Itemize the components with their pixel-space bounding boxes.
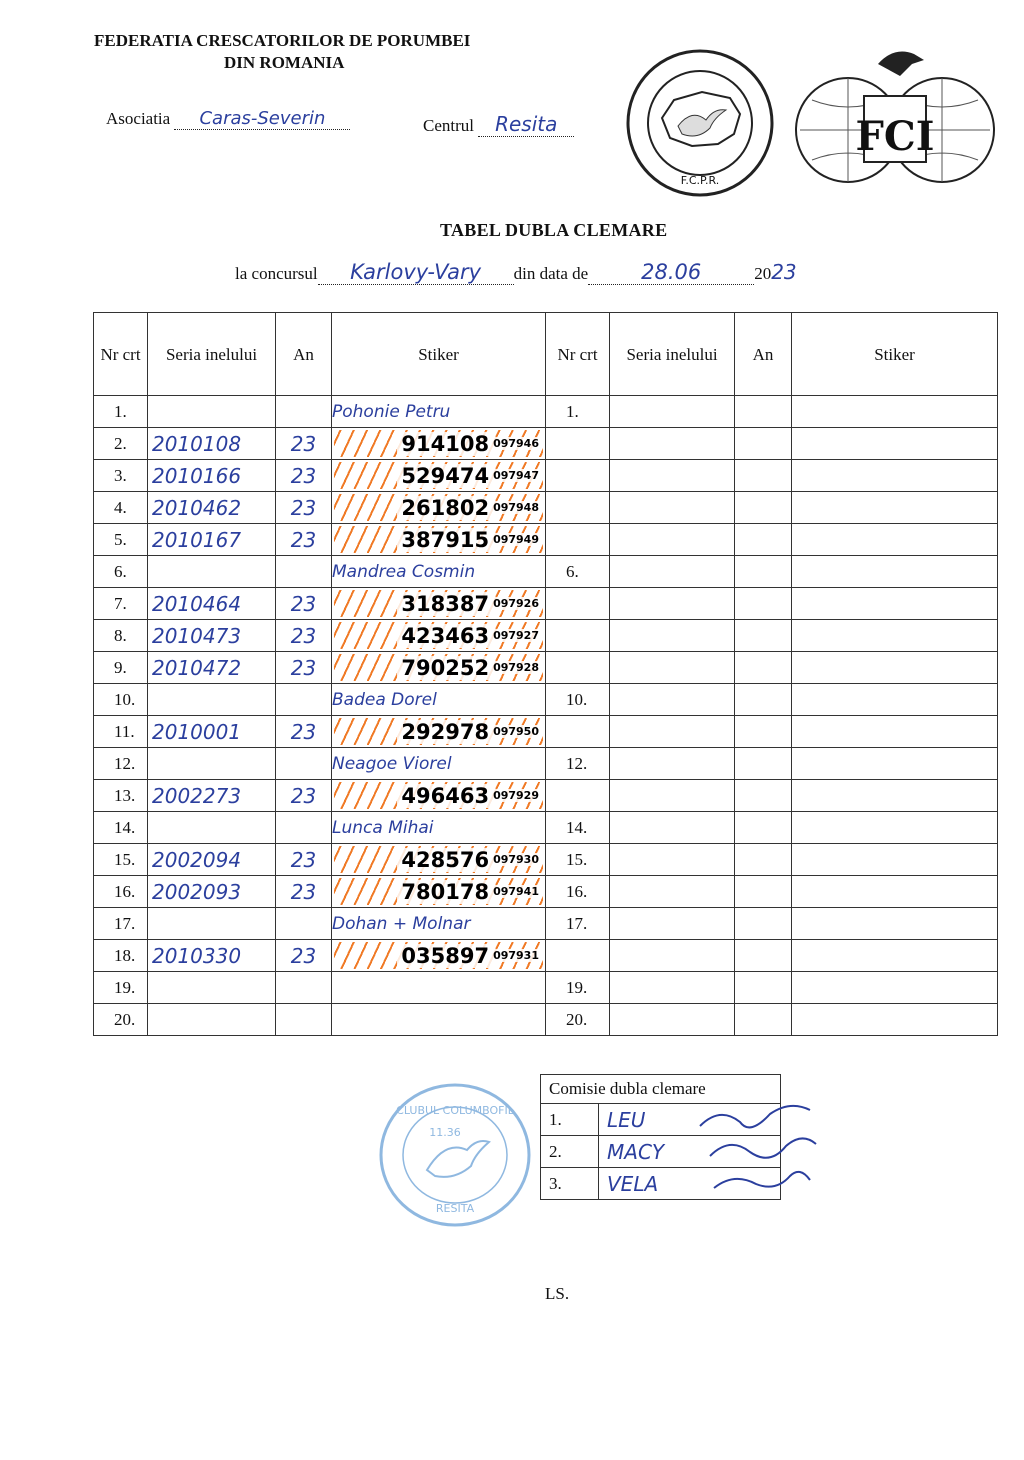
association-value: Caras-Severin	[199, 108, 326, 129]
sticker-code: 097949	[493, 533, 539, 546]
table-row	[94, 1004, 998, 1036]
ring-series: 2010001	[148, 716, 276, 748]
owner-name: Badea Dorel	[332, 684, 546, 716]
row-number-2: 16.	[546, 876, 610, 908]
ring-year	[276, 396, 332, 428]
contest-date-label: din data de	[513, 264, 589, 283]
document-title: TABEL DUBLA CLEMARE	[440, 220, 668, 240]
sticker-cell-2	[792, 876, 998, 908]
ring-series	[148, 908, 276, 940]
fcpr-abbr: F.C.P.R.	[680, 174, 720, 187]
ring-series-2	[610, 492, 735, 524]
row-number-2	[546, 524, 610, 556]
stamp-city: RESITA	[435, 1202, 475, 1215]
sticker-number: 914108	[397, 432, 493, 456]
sticker-code: 097930	[493, 853, 539, 866]
row-number-2	[546, 588, 610, 620]
association-field	[106, 108, 350, 130]
table-row	[94, 588, 998, 620]
sticker-cell	[332, 844, 546, 876]
row-number-2: 20.	[546, 1004, 610, 1036]
row-number-2: 19.	[546, 972, 610, 1004]
row-number: 12.	[94, 748, 148, 780]
row-number-2: 12.	[546, 748, 610, 780]
header-nr-2: Nr crt	[546, 313, 610, 396]
sticker-code: 097950	[493, 725, 539, 738]
ring-series-2	[610, 428, 735, 460]
sticker-cell-2	[792, 716, 998, 748]
row-number-2: 14.	[546, 812, 610, 844]
sticker-label	[334, 494, 543, 521]
sticker-label	[334, 590, 543, 617]
federation-line1: FEDERATIA CRESCATORILOR DE PORUMBEI	[94, 31, 471, 50]
row-number: 16.	[94, 876, 148, 908]
sticker-label	[334, 654, 543, 681]
table-row	[94, 620, 998, 652]
ring-year-2	[735, 716, 792, 748]
commission-nr: 2.	[541, 1136, 599, 1168]
ring-year	[276, 684, 332, 716]
row-number: 10.	[94, 684, 148, 716]
ring-year: 23	[276, 460, 332, 492]
sticker-code: 097946	[493, 437, 539, 450]
sticker-cell	[332, 780, 546, 812]
ring-series-2	[610, 716, 735, 748]
ring-series-2	[610, 972, 735, 1004]
row-number: 5.	[94, 524, 148, 556]
table-row	[94, 972, 998, 1004]
ring-year: 23	[276, 428, 332, 460]
ring-year: 23	[276, 716, 332, 748]
sticker-cell	[332, 588, 546, 620]
sticker-cell	[332, 460, 546, 492]
row-number: 19.	[94, 972, 148, 1004]
center-value: Resita	[495, 112, 558, 136]
ring-year	[276, 908, 332, 940]
sticker-cell	[332, 428, 546, 460]
sticker-cell-2	[792, 556, 998, 588]
ring-year	[276, 812, 332, 844]
ring-series-2	[610, 460, 735, 492]
sticker-code: 097947	[493, 469, 539, 482]
sticker-cell-2	[792, 492, 998, 524]
header-year-2: An	[735, 313, 792, 396]
sticker-cell-2	[792, 844, 998, 876]
row-number: 4.	[94, 492, 148, 524]
stamp-time: 11.36	[429, 1126, 461, 1139]
row-number: 17.	[94, 908, 148, 940]
ring-year	[276, 748, 332, 780]
owner-name	[332, 1004, 546, 1036]
owner-name: Lunca Mihai	[332, 812, 546, 844]
ring-series: 2010167	[148, 524, 276, 556]
ring-year: 23	[276, 652, 332, 684]
row-number-2	[546, 652, 610, 684]
ring-series	[148, 684, 276, 716]
ring-series-2	[610, 588, 735, 620]
ring-series: 2010462	[148, 492, 276, 524]
sticker-number: 790252	[397, 656, 493, 680]
sticker-number: 292978	[397, 720, 493, 744]
ring-series-2	[610, 812, 735, 844]
row-number-2	[546, 780, 610, 812]
table-row	[94, 908, 998, 940]
table-row	[94, 812, 998, 844]
sticker-cell	[332, 524, 546, 556]
sticker-cell	[332, 940, 546, 972]
ring-series: 2010473	[148, 620, 276, 652]
ring-year-2	[735, 844, 792, 876]
sticker-label	[334, 526, 543, 553]
sticker-code: 097929	[493, 789, 539, 802]
signatures	[690, 1096, 830, 1211]
sticker-number: 423463	[397, 624, 493, 648]
header-ring: Seria inelului	[148, 313, 276, 396]
ring-year-2	[735, 1004, 792, 1036]
header-year: An	[276, 313, 332, 396]
ring-series-2	[610, 876, 735, 908]
ring-series	[148, 972, 276, 1004]
sticker-cell	[332, 652, 546, 684]
federation-title	[94, 30, 534, 74]
ring-series: 2010464	[148, 588, 276, 620]
sticker-label	[334, 622, 543, 649]
ring-series-2	[610, 396, 735, 428]
sticker-label	[334, 430, 543, 457]
double-clamp-table	[93, 312, 998, 1036]
row-number: 3.	[94, 460, 148, 492]
commission-member: VELA	[599, 1168, 781, 1200]
ring-series: 2010108	[148, 428, 276, 460]
fcpr-logo	[622, 48, 778, 203]
ring-year: 23	[276, 876, 332, 908]
row-number-2	[546, 492, 610, 524]
table-row	[94, 748, 998, 780]
ring-year	[276, 1004, 332, 1036]
sticker-cell-2	[792, 940, 998, 972]
owner-name	[332, 972, 546, 1004]
row-number: 20.	[94, 1004, 148, 1036]
owner-name: Mandrea Cosmin	[332, 556, 546, 588]
sticker-code: 097931	[493, 949, 539, 962]
table-row	[94, 684, 998, 716]
association-label: Asociatia	[106, 109, 171, 128]
sticker-label	[334, 782, 543, 809]
header-ring-2: Seria inelului	[610, 313, 735, 396]
contest-name: Karlovy-Vary	[318, 260, 514, 285]
table-row	[94, 652, 998, 684]
contest-year-prefix: 20	[754, 264, 772, 283]
row-number: 11.	[94, 716, 148, 748]
sticker-code: 097928	[493, 661, 539, 674]
ring-series-2	[610, 748, 735, 780]
ring-series: 2002273	[148, 780, 276, 812]
owner-name: Dohan + Molnar	[332, 908, 546, 940]
commission-title: Comisie dubla clemare	[541, 1075, 781, 1104]
sticker-code: 097927	[493, 629, 539, 642]
ring-year: 23	[276, 524, 332, 556]
ring-series-2	[610, 940, 735, 972]
sticker-cell-2	[792, 812, 998, 844]
row-number: 2.	[94, 428, 148, 460]
sticker-number: 387915	[397, 528, 493, 552]
ring-series: 2002093	[148, 876, 276, 908]
contest-year-suffix: 23	[771, 260, 797, 284]
ring-year-2	[735, 556, 792, 588]
sticker-cell-2	[792, 684, 998, 716]
sticker-cell	[332, 620, 546, 652]
ring-year-2	[735, 876, 792, 908]
sticker-number: 428576	[397, 848, 493, 872]
footer-ls: LS.	[545, 1284, 570, 1303]
sticker-cell-2	[792, 972, 998, 1004]
ring-year-2	[735, 620, 792, 652]
ring-series: 2010472	[148, 652, 276, 684]
sticker-cell	[332, 492, 546, 524]
row-number: 14.	[94, 812, 148, 844]
ring-series-2	[610, 1004, 735, 1036]
ring-year: 23	[276, 492, 332, 524]
sticker-cell-2	[792, 652, 998, 684]
ring-series	[148, 556, 276, 588]
row-number-2	[546, 716, 610, 748]
row-number: 9.	[94, 652, 148, 684]
ring-year-2	[735, 652, 792, 684]
ring-year	[276, 556, 332, 588]
table-row	[94, 428, 998, 460]
row-number-2	[546, 620, 610, 652]
sticker-label	[334, 718, 543, 745]
ring-series	[148, 748, 276, 780]
ring-series	[148, 1004, 276, 1036]
ring-year-2	[735, 524, 792, 556]
fci-logo	[790, 40, 1000, 195]
ring-year-2	[735, 588, 792, 620]
ring-series-2	[610, 684, 735, 716]
ring-year: 23	[276, 844, 332, 876]
ring-year-2	[735, 908, 792, 940]
ring-series-2	[610, 620, 735, 652]
center-label: Centrul	[423, 116, 474, 135]
ring-series: 2002094	[148, 844, 276, 876]
sticker-cell-2	[792, 588, 998, 620]
ring-series-2	[610, 908, 735, 940]
ring-year-2	[735, 940, 792, 972]
table-row	[94, 876, 998, 908]
ring-series-2	[610, 556, 735, 588]
contest-prefix: la concursul	[235, 264, 318, 283]
sticker-number: 529474	[397, 464, 493, 488]
contest-line	[235, 260, 797, 285]
sticker-number: 318387	[397, 592, 493, 616]
ring-year-2	[735, 812, 792, 844]
commission-member: MACY	[599, 1136, 781, 1168]
ring-series: 2010166	[148, 460, 276, 492]
ring-series	[148, 812, 276, 844]
sticker-label	[334, 878, 543, 905]
ring-year-2	[735, 492, 792, 524]
sticker-code: 097926	[493, 597, 539, 610]
row-number: 15.	[94, 844, 148, 876]
sticker-code: 097941	[493, 885, 539, 898]
table-row	[94, 460, 998, 492]
table-row	[94, 940, 998, 972]
sticker-cell-2	[792, 428, 998, 460]
sticker-cell	[332, 876, 546, 908]
table-header-row	[94, 313, 998, 396]
sticker-label	[334, 942, 543, 969]
sticker-cell	[332, 716, 546, 748]
ring-year: 23	[276, 780, 332, 812]
row-number: 8.	[94, 620, 148, 652]
ring-year: 23	[276, 940, 332, 972]
table-row	[94, 492, 998, 524]
sticker-number: 261802	[397, 496, 493, 520]
owner-name: Pohonie Petru	[332, 396, 546, 428]
sticker-code: 097948	[493, 501, 539, 514]
ring-series-2	[610, 844, 735, 876]
row-number-2: 17.	[546, 908, 610, 940]
row-number-2: 10.	[546, 684, 610, 716]
ring-year-2	[735, 684, 792, 716]
owner-name: Neagoe Viorel	[332, 748, 546, 780]
sticker-cell-2	[792, 460, 998, 492]
table-row	[94, 396, 998, 428]
ring-year-2	[735, 428, 792, 460]
row-number: 7.	[94, 588, 148, 620]
row-number: 1.	[94, 396, 148, 428]
table-row	[94, 524, 998, 556]
row-number: 18.	[94, 940, 148, 972]
ring-year-2	[735, 780, 792, 812]
sticker-label	[334, 462, 543, 489]
contest-date: 28.06	[588, 260, 754, 285]
row-number-2: 6.	[546, 556, 610, 588]
sticker-cell-2	[792, 780, 998, 812]
header-sticker: Stiker	[332, 313, 546, 396]
row-number: 6.	[94, 556, 148, 588]
ring-series-2	[610, 524, 735, 556]
sticker-label	[334, 846, 543, 873]
row-number-2: 1.	[546, 396, 610, 428]
ring-year	[276, 972, 332, 1004]
sticker-number: 780178	[397, 880, 493, 904]
header-sticker-2: Stiker	[792, 313, 998, 396]
row-number: 13.	[94, 780, 148, 812]
row-number-2: 15.	[546, 844, 610, 876]
table-row	[94, 844, 998, 876]
sticker-cell-2	[792, 908, 998, 940]
ring-year: 23	[276, 620, 332, 652]
federation-line2: DIN ROMANIA	[224, 53, 345, 72]
stamp-ring-text: CLUBUL COLUMBOFIL	[396, 1104, 514, 1117]
sticker-cell-2	[792, 396, 998, 428]
ring-year-2	[735, 748, 792, 780]
commission-nr: 3.	[541, 1168, 599, 1200]
ring-series	[148, 396, 276, 428]
club-stamp	[375, 1080, 535, 1235]
ring-year-2	[735, 460, 792, 492]
ring-year-2	[735, 396, 792, 428]
table-row	[94, 716, 998, 748]
sticker-cell-2	[792, 620, 998, 652]
ring-year: 23	[276, 588, 332, 620]
center-field	[423, 112, 574, 137]
table-row	[94, 556, 998, 588]
sticker-cell-2	[792, 748, 998, 780]
commission-nr: 1.	[541, 1104, 599, 1136]
ring-series-2	[610, 780, 735, 812]
row-number-2	[546, 940, 610, 972]
commission-member: LEU	[599, 1104, 781, 1136]
sticker-cell-2	[792, 1004, 998, 1036]
fci-text: FCI	[855, 113, 935, 160]
ring-series: 2010330	[148, 940, 276, 972]
sticker-number: 496463	[397, 784, 493, 808]
row-number-2	[546, 460, 610, 492]
table-row	[94, 780, 998, 812]
ring-year-2	[735, 972, 792, 1004]
sticker-cell-2	[792, 524, 998, 556]
row-number-2	[546, 428, 610, 460]
header-nr: Nr crt	[94, 313, 148, 396]
ring-series-2	[610, 652, 735, 684]
sticker-number: 035897	[397, 944, 493, 968]
